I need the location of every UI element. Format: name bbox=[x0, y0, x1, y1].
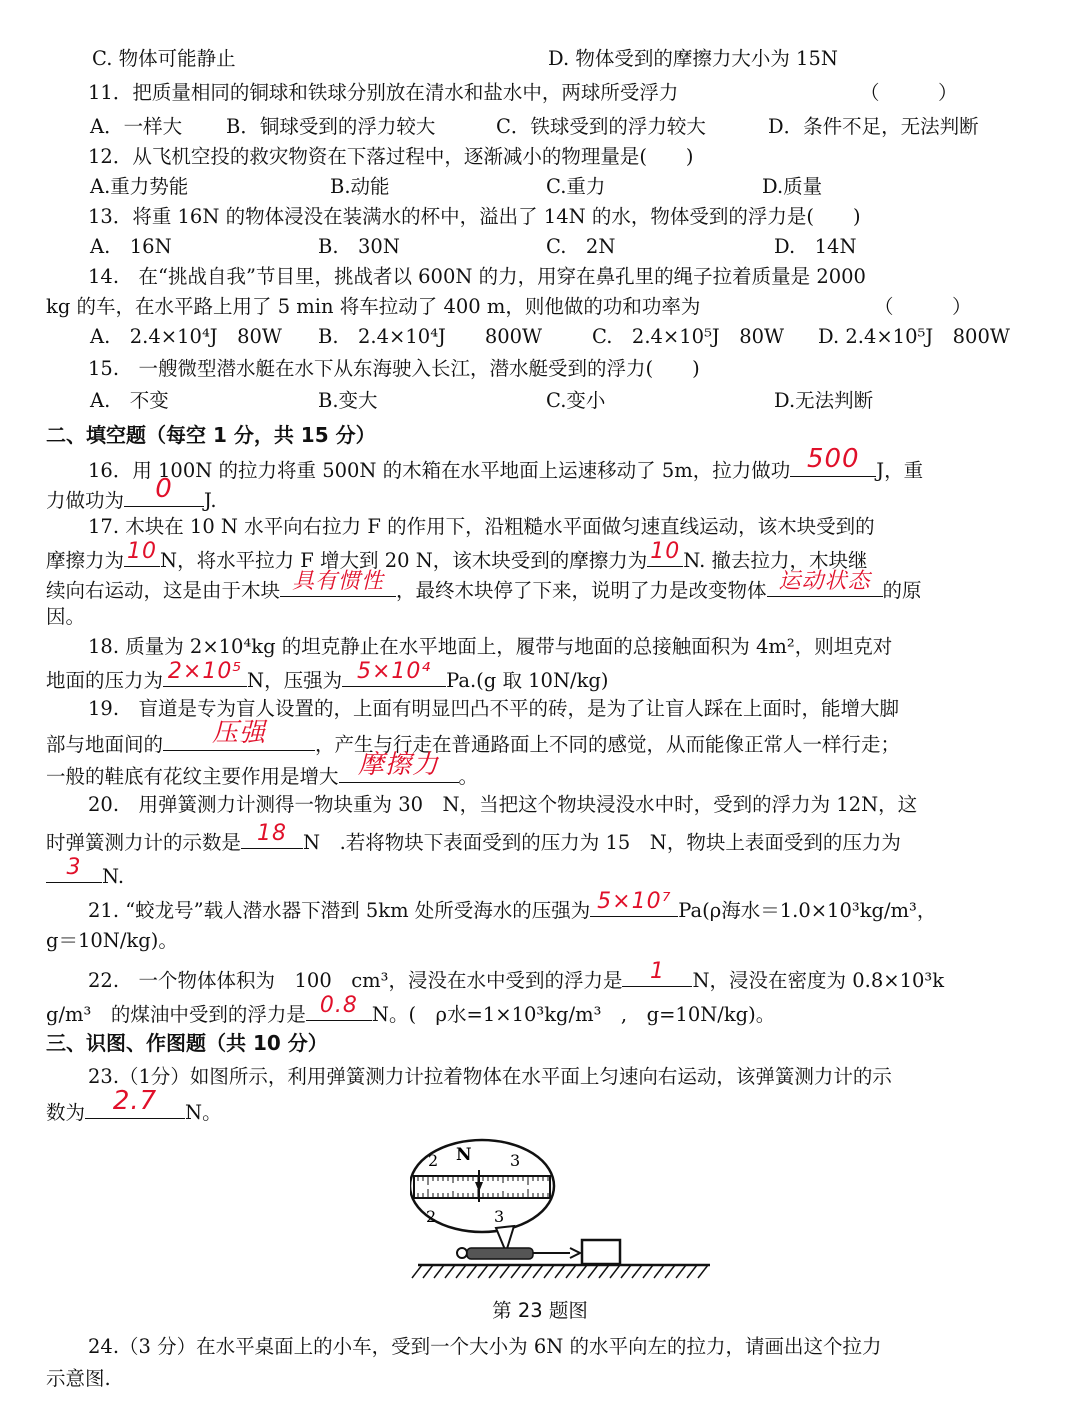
q20-handwritten-answer-2: 3 bbox=[66, 855, 82, 880]
q22-text-4: N。( ρ水=1×10³kg/m³ , g=10N/kg)。 bbox=[371, 1003, 776, 1026]
q18-line-1: 18. 质量为 2×10⁴kg 的坦克静止在水平地面上，履带与地面的总接触面积为 4m²，则坦克对 bbox=[88, 635, 893, 658]
q19-line-3 bbox=[46, 750, 479, 792]
ground-hatch-line bbox=[533, 1265, 543, 1278]
q17-answer-blank-1[interactable] bbox=[124, 539, 160, 567]
q17-text-2: 摩擦力为 bbox=[46, 549, 125, 572]
q11-option-b: B．铜球受到的浮力较大 bbox=[226, 115, 436, 138]
ground-hatch-line bbox=[698, 1265, 708, 1278]
ground-hatch-line bbox=[566, 1265, 576, 1278]
ground-hatch-line bbox=[555, 1265, 565, 1278]
q22-handwritten-answer-1: 1 bbox=[649, 959, 665, 984]
ground-hatch-line bbox=[676, 1265, 686, 1278]
q16-answer-blank-1[interactable] bbox=[790, 444, 876, 477]
ground-hatch-line bbox=[478, 1265, 488, 1278]
q12-stem: 12．从飞机空投的救灾物资在下落过程中，逐渐减小的物理量是( ) bbox=[88, 145, 694, 168]
q11-answer-paren: （ ） bbox=[860, 81, 958, 104]
q15-option-c: C.变小 bbox=[546, 389, 606, 412]
q21-line-2: g＝10N/kg)。 bbox=[46, 929, 178, 952]
ground-hatch-line bbox=[610, 1265, 620, 1278]
q11-option-c: C．铁球受到的浮力较大 bbox=[496, 115, 706, 138]
q16-answer-blank-2[interactable] bbox=[124, 474, 204, 507]
q16-handwritten-answer-1: 500 bbox=[806, 444, 860, 474]
ground-hatch-line bbox=[544, 1265, 554, 1278]
q19-answer-blank-2[interactable] bbox=[339, 750, 459, 783]
q14-line-1: 14. 在“挑战自我”节目里，挑战者以 600N 的力，用穿在鼻孔里的绳子拉着质量是 2000 bbox=[88, 265, 866, 288]
q12-option-a: A.重力势能 bbox=[90, 175, 189, 198]
q11-option-d: D．条件不足，无法判断 bbox=[768, 115, 979, 138]
q17-text-3: N，将水平拉力 F 增大到 20 N，该木块受到的摩擦力为 bbox=[160, 549, 648, 572]
q13-option-b: B. 30N bbox=[318, 235, 400, 258]
ground-hatch-line bbox=[599, 1265, 609, 1278]
q21-line-1 bbox=[88, 889, 937, 926]
q18-answer-blank-2[interactable] bbox=[342, 659, 446, 687]
q16-handwritten-answer-2: 0 bbox=[155, 474, 173, 504]
scale-label-3-bottom: 3 bbox=[494, 1207, 505, 1226]
q17-handwritten-answer-3: 具有惯性 bbox=[292, 569, 385, 594]
q21-text-1: 21. “蛟龙号”载人潜水器下潜到 5km 处所受海水的压强为 bbox=[88, 899, 591, 922]
q19-text-2: 部与地面间的 bbox=[46, 733, 164, 756]
q17-handwritten-answer-2: 10 bbox=[650, 539, 681, 564]
ground-hatch-line bbox=[687, 1265, 697, 1278]
ground-hatch-line bbox=[643, 1265, 653, 1278]
q15-option-a: A. 不变 bbox=[90, 389, 169, 412]
q16-line-2 bbox=[46, 474, 217, 516]
q17-answer-blank-3[interactable] bbox=[280, 569, 396, 597]
q15-stem: 15. 一艘微型潜水艇在水下从东海驶入长江，潜水艇受到的浮力( ) bbox=[88, 357, 700, 380]
scale-label-2-bottom: 2 bbox=[426, 1207, 437, 1226]
q13-option-c: C. 2N bbox=[546, 235, 616, 258]
q19-answer-blank-1[interactable] bbox=[163, 718, 315, 751]
q17-line-4: 因。 bbox=[46, 605, 86, 628]
q17-line-1: 17. 木块在 10 N 水平向右拉力 F 的作用下，沿粗糙水平面做匀速直线运动，该木块受到的 bbox=[88, 515, 875, 538]
section-2-heading: 二、填空题（每空 1 分，共 15 分） bbox=[46, 423, 376, 447]
q23-figure-caption: 第 23 题图 bbox=[492, 1299, 588, 1322]
q19-handwritten-answer-1: 压强 bbox=[212, 718, 267, 748]
q21-handwritten-answer-1: 5×10⁷ bbox=[597, 889, 672, 914]
q23-text-2: 数为 bbox=[46, 1101, 86, 1124]
q17-text-7: 的原 bbox=[882, 579, 922, 602]
q16-text-2: J，重 bbox=[876, 459, 924, 482]
q17-text-5: 续向右运动，这是由于木块 bbox=[46, 579, 281, 602]
q17-text-4: N. 撤去拉力，木块继 bbox=[683, 549, 868, 572]
q10-option-c: C. 物体可能静止 bbox=[92, 47, 236, 70]
q14-answer-paren: （ ） bbox=[874, 295, 972, 318]
q18-line-2 bbox=[46, 659, 609, 696]
ground-hatch-line bbox=[434, 1265, 444, 1278]
q12-option-c: C.重力 bbox=[546, 175, 606, 198]
q20-text-2: 时弹簧测力计的示数是 bbox=[46, 831, 242, 854]
q22-line-2 bbox=[46, 993, 776, 1030]
q22-handwritten-answer-2: 0.8 bbox=[319, 993, 358, 1018]
ground-hatch-line bbox=[456, 1265, 466, 1278]
q23-figure bbox=[410, 1136, 720, 1286]
block bbox=[582, 1240, 620, 1264]
q22-answer-blank-1[interactable] bbox=[622, 959, 692, 987]
q16-text-4: J. bbox=[204, 489, 217, 512]
q14-option-b: B. 2.4×10⁴J 800W bbox=[318, 325, 543, 348]
spring-scale-device bbox=[457, 1248, 580, 1259]
ground-hatch-line bbox=[665, 1265, 675, 1278]
ground-hatch-line bbox=[577, 1265, 587, 1278]
q14-option-a: A. 2.4×10⁴J 80W bbox=[90, 325, 282, 348]
q18-text-2: 地面的压力为 bbox=[46, 669, 164, 692]
spring-scale-magnified-view bbox=[410, 1140, 554, 1252]
q23-line-1: 23.（1分）如图所示，利用弹簧测力计拉着物体在水平面上匀速向右运动，该弹簧测力计的示 bbox=[88, 1065, 892, 1088]
q17-answer-blank-4[interactable] bbox=[767, 569, 883, 597]
q23-handwritten-answer-1: 2.7 bbox=[112, 1086, 158, 1116]
q20-answer-blank-1[interactable] bbox=[241, 821, 303, 849]
q14-option-d: D. 2.4×10⁵J 800W bbox=[818, 325, 1010, 348]
ground-hatch-line bbox=[445, 1265, 455, 1278]
q18-handwritten-answer-1: 2×10⁵ bbox=[167, 659, 243, 684]
ground-hatch-line bbox=[489, 1265, 499, 1278]
q16-line-1 bbox=[88, 444, 924, 486]
q20-line-1: 20. 用弹簧测力计测得一物块重为 30 N，当把这个物块浸没水中时，受到的浮力为 12N，这 bbox=[88, 793, 918, 816]
ground-hatch-line bbox=[588, 1265, 598, 1278]
q19-text-3: ，产生与行走在普通路面上不同的感觉，从而能像正常人一样行走； bbox=[315, 733, 901, 756]
q19-handwritten-answer-2: 摩擦力 bbox=[358, 750, 440, 780]
q12-option-b: B.动能 bbox=[330, 175, 390, 198]
q18-text-4: Pa.(g 取 10N/kg) bbox=[446, 669, 609, 692]
q19-text-5: 。 bbox=[458, 765, 479, 788]
q21-text-2: Pa(ρ海水＝1.0×10³kg/m³， bbox=[678, 899, 937, 922]
q19-text-4: 一般的鞋底有花纹主要作用是增大 bbox=[46, 765, 339, 788]
ground-surface bbox=[412, 1265, 710, 1278]
q24-line-2: 示意图. bbox=[46, 1367, 111, 1390]
q22-answer-blank-2[interactable] bbox=[306, 993, 372, 1021]
q19-line-2 bbox=[46, 718, 901, 760]
q20-line-2 bbox=[46, 821, 901, 858]
q11-option-a: A．一样大 bbox=[90, 115, 183, 138]
q22-line-1 bbox=[88, 959, 945, 996]
scale-label-3-top: 3 bbox=[510, 1151, 521, 1170]
q23-text-3: N。 bbox=[185, 1101, 222, 1124]
q18-text-3: N，压强为 bbox=[247, 669, 343, 692]
q14-line-2: kg 的车，在水平路上用了 5 min 将车拉动了 400 m，则他做的功和功率为 bbox=[46, 295, 701, 318]
q13-option-a: A. 16N bbox=[90, 235, 172, 258]
q17-answer-blank-2[interactable] bbox=[647, 539, 683, 567]
ground-hatch-line bbox=[522, 1265, 532, 1278]
q21-answer-blank-1[interactable] bbox=[590, 889, 678, 917]
q16-text-1: 16．用 100N 的拉力将重 500N 的木箱在水平地面上运速移动了 5m，拉力做功 bbox=[88, 459, 791, 482]
q11-stem: 11．把质量相同的铜球和铁球分别放在清水和盐水中，两球所受浮力 bbox=[88, 81, 679, 104]
ground-hatch-line bbox=[654, 1265, 664, 1278]
scale-unit-label: N bbox=[456, 1145, 472, 1165]
ground-hatch-line bbox=[632, 1265, 642, 1278]
ground-hatch-line bbox=[511, 1265, 521, 1278]
q13-stem: 13．将重 16N 的物体浸没在装满水的杯中，溢出了 14N 的水，物体受到的浮力是( ) bbox=[88, 205, 861, 228]
q23-line-2 bbox=[46, 1086, 222, 1128]
q13-option-d: D. 14N bbox=[774, 235, 857, 258]
q20-line-3 bbox=[46, 855, 125, 892]
q20-text-4: N. bbox=[102, 865, 125, 888]
section-3-heading: 三、识图、作图题（共 10 分） bbox=[46, 1031, 328, 1055]
q22-text-2: N，浸没在密度为 0.8×10³k bbox=[692, 969, 945, 992]
q15-option-d: D.无法判断 bbox=[774, 389, 874, 412]
q17-line-2 bbox=[46, 539, 868, 576]
q14-option-c: C. 2.4×10⁵J 80W bbox=[592, 325, 785, 348]
q16-text-3: 力做功为 bbox=[46, 489, 125, 512]
q22-text-1: 22. 一个物体体积为 100 cm³，浸没在水中受到的浮力是 bbox=[88, 969, 623, 992]
scale-label-2-top: 2 bbox=[428, 1151, 439, 1170]
q10-option-d: D. 物体受到的摩擦力大小为 15N bbox=[548, 47, 838, 70]
q17-handwritten-answer-1: 10 bbox=[127, 539, 158, 564]
q20-handwritten-answer-1: 18 bbox=[257, 821, 288, 846]
q12-option-d: D.质量 bbox=[762, 175, 823, 198]
q17-text-6: ，最终木块停了下来，说明了力是改变物体 bbox=[396, 579, 767, 602]
ground-hatch-line bbox=[621, 1265, 631, 1278]
q19-line-1: 19. 盲道是专为盲人设置的，上面有明显凹凸不平的砖，是为了让盲人踩在上面时，能增大脚 bbox=[88, 697, 900, 720]
q18-answer-blank-1[interactable] bbox=[163, 659, 247, 687]
q17-line-3 bbox=[46, 569, 922, 606]
ground-hatch-line bbox=[423, 1265, 433, 1278]
q22-text-3: g/m³ 的煤油中受到的浮力是 bbox=[46, 1003, 306, 1026]
ground-hatch-line bbox=[412, 1265, 422, 1278]
ground-hatch-line bbox=[467, 1265, 477, 1278]
q23-answer-blank-1[interactable] bbox=[85, 1086, 185, 1119]
q24-line-1: 24.（3 分）在水平桌面上的小车，受到一个大小为 6N 的水平向左的拉力，请画出这个拉力 bbox=[88, 1335, 882, 1358]
q17-handwritten-answer-4: 运动状态 bbox=[778, 569, 871, 594]
q20-answer-blank-2[interactable] bbox=[46, 855, 102, 883]
q15-option-b: B.变大 bbox=[318, 389, 378, 412]
q18-handwritten-answer-2: 5×10⁴ bbox=[356, 659, 432, 684]
q20-text-3: N .若将物块下表面受到的压力为 15 N，物块上表面受到的压力为 bbox=[303, 831, 901, 854]
ground-hatch-line bbox=[500, 1265, 510, 1278]
